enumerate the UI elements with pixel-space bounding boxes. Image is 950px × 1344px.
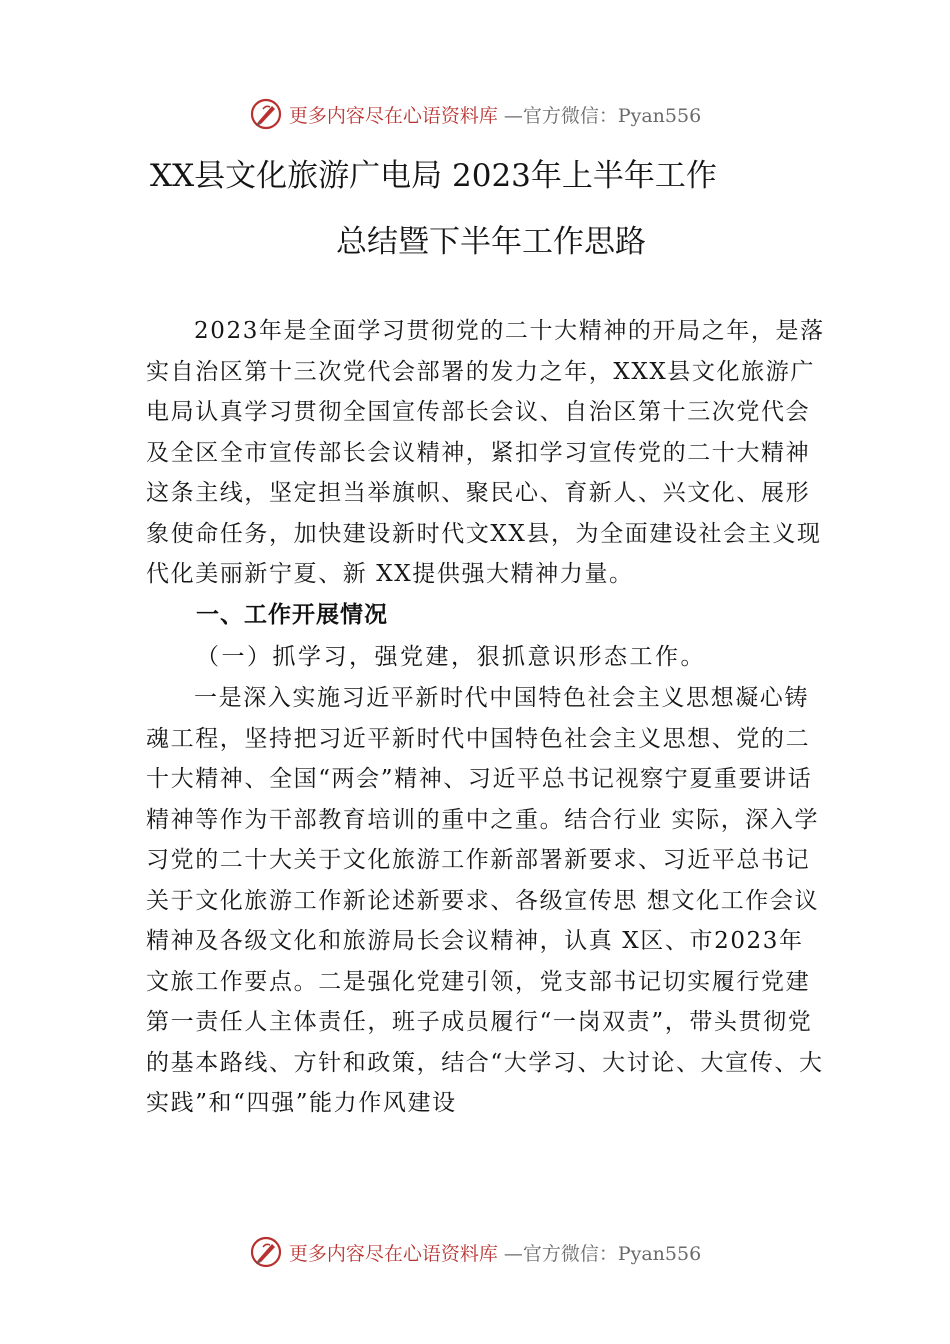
pen-logo-icon — [249, 97, 283, 131]
banner-red-text: 更多内容尽在心语资料库 — [288, 1242, 498, 1265]
banner-gray-text: —官方微信：Pyan556 — [503, 104, 702, 127]
subsection-heading: （一）抓学习，强党建，狠抓意识形态工作。 — [196, 644, 706, 670]
pen-logo-icon — [249, 1235, 283, 1269]
section-heading: 一、工作开展情况 — [196, 602, 388, 628]
footer-banner — [0, 1232, 950, 1272]
body-paragraph: 一是深入实施习近平新时代中国特色社会主义思想凝心铸魂工程，坚持把习近平新时代中国特色社会主义思想、党的二十大精神、全国“两会”精神、习近平总书记视察宁夏重要讲话精神等作为干部教育培训的重中之重。结合行业 实际，深入学习党的二十大关于文化旅游工作新部署新要求、习近平总书记关于文化旅游工作新论述新要求、各级宣传思 想文化工作会议精神及各级文化和旅游局长会议精神，认真 X区、市2023年文旅工作要点。二是强化党建引领，党支部书记切实履行党建第一责任人主体责任，班子成员履行“一岗双责”，带头贯彻党的基本路线、方针和政策，结合“大学习、大讨论、大宣传、大实践”和“四强”能力作风建设 — [146, 685, 824, 1116]
banner-gray-text: —官方微信：Pyan556 — [503, 1242, 702, 1265]
banner-red-text: 更多内容尽在心语资料库 — [288, 104, 498, 127]
intro-paragraph: 2023年是全面学习贯彻党的二十大精神的开局之年，是落实自治区第十三次党代会部署的发力之年，XXX县文化旅游广电局认真学习贯彻全国宣传部长会议、自治区第十三次党代会及全区全市宣传部长会议精神，紧扣学习宣传党的二十大精神这条主线，坚定担当举旗帜、聚民心、育新人、兴文化、展形象使命任务，加快建设新时代文XX县，为全面建设社会主义现代化美丽新宁夏、新 XX提供强大精神力量。 — [146, 318, 825, 587]
document-title-line1: XX县文化旅游广电局 2023年上半年工作 — [150, 158, 717, 194]
header-banner — [0, 94, 950, 134]
document-title-line2: 总结暨下半年工作思路 — [336, 224, 646, 260]
